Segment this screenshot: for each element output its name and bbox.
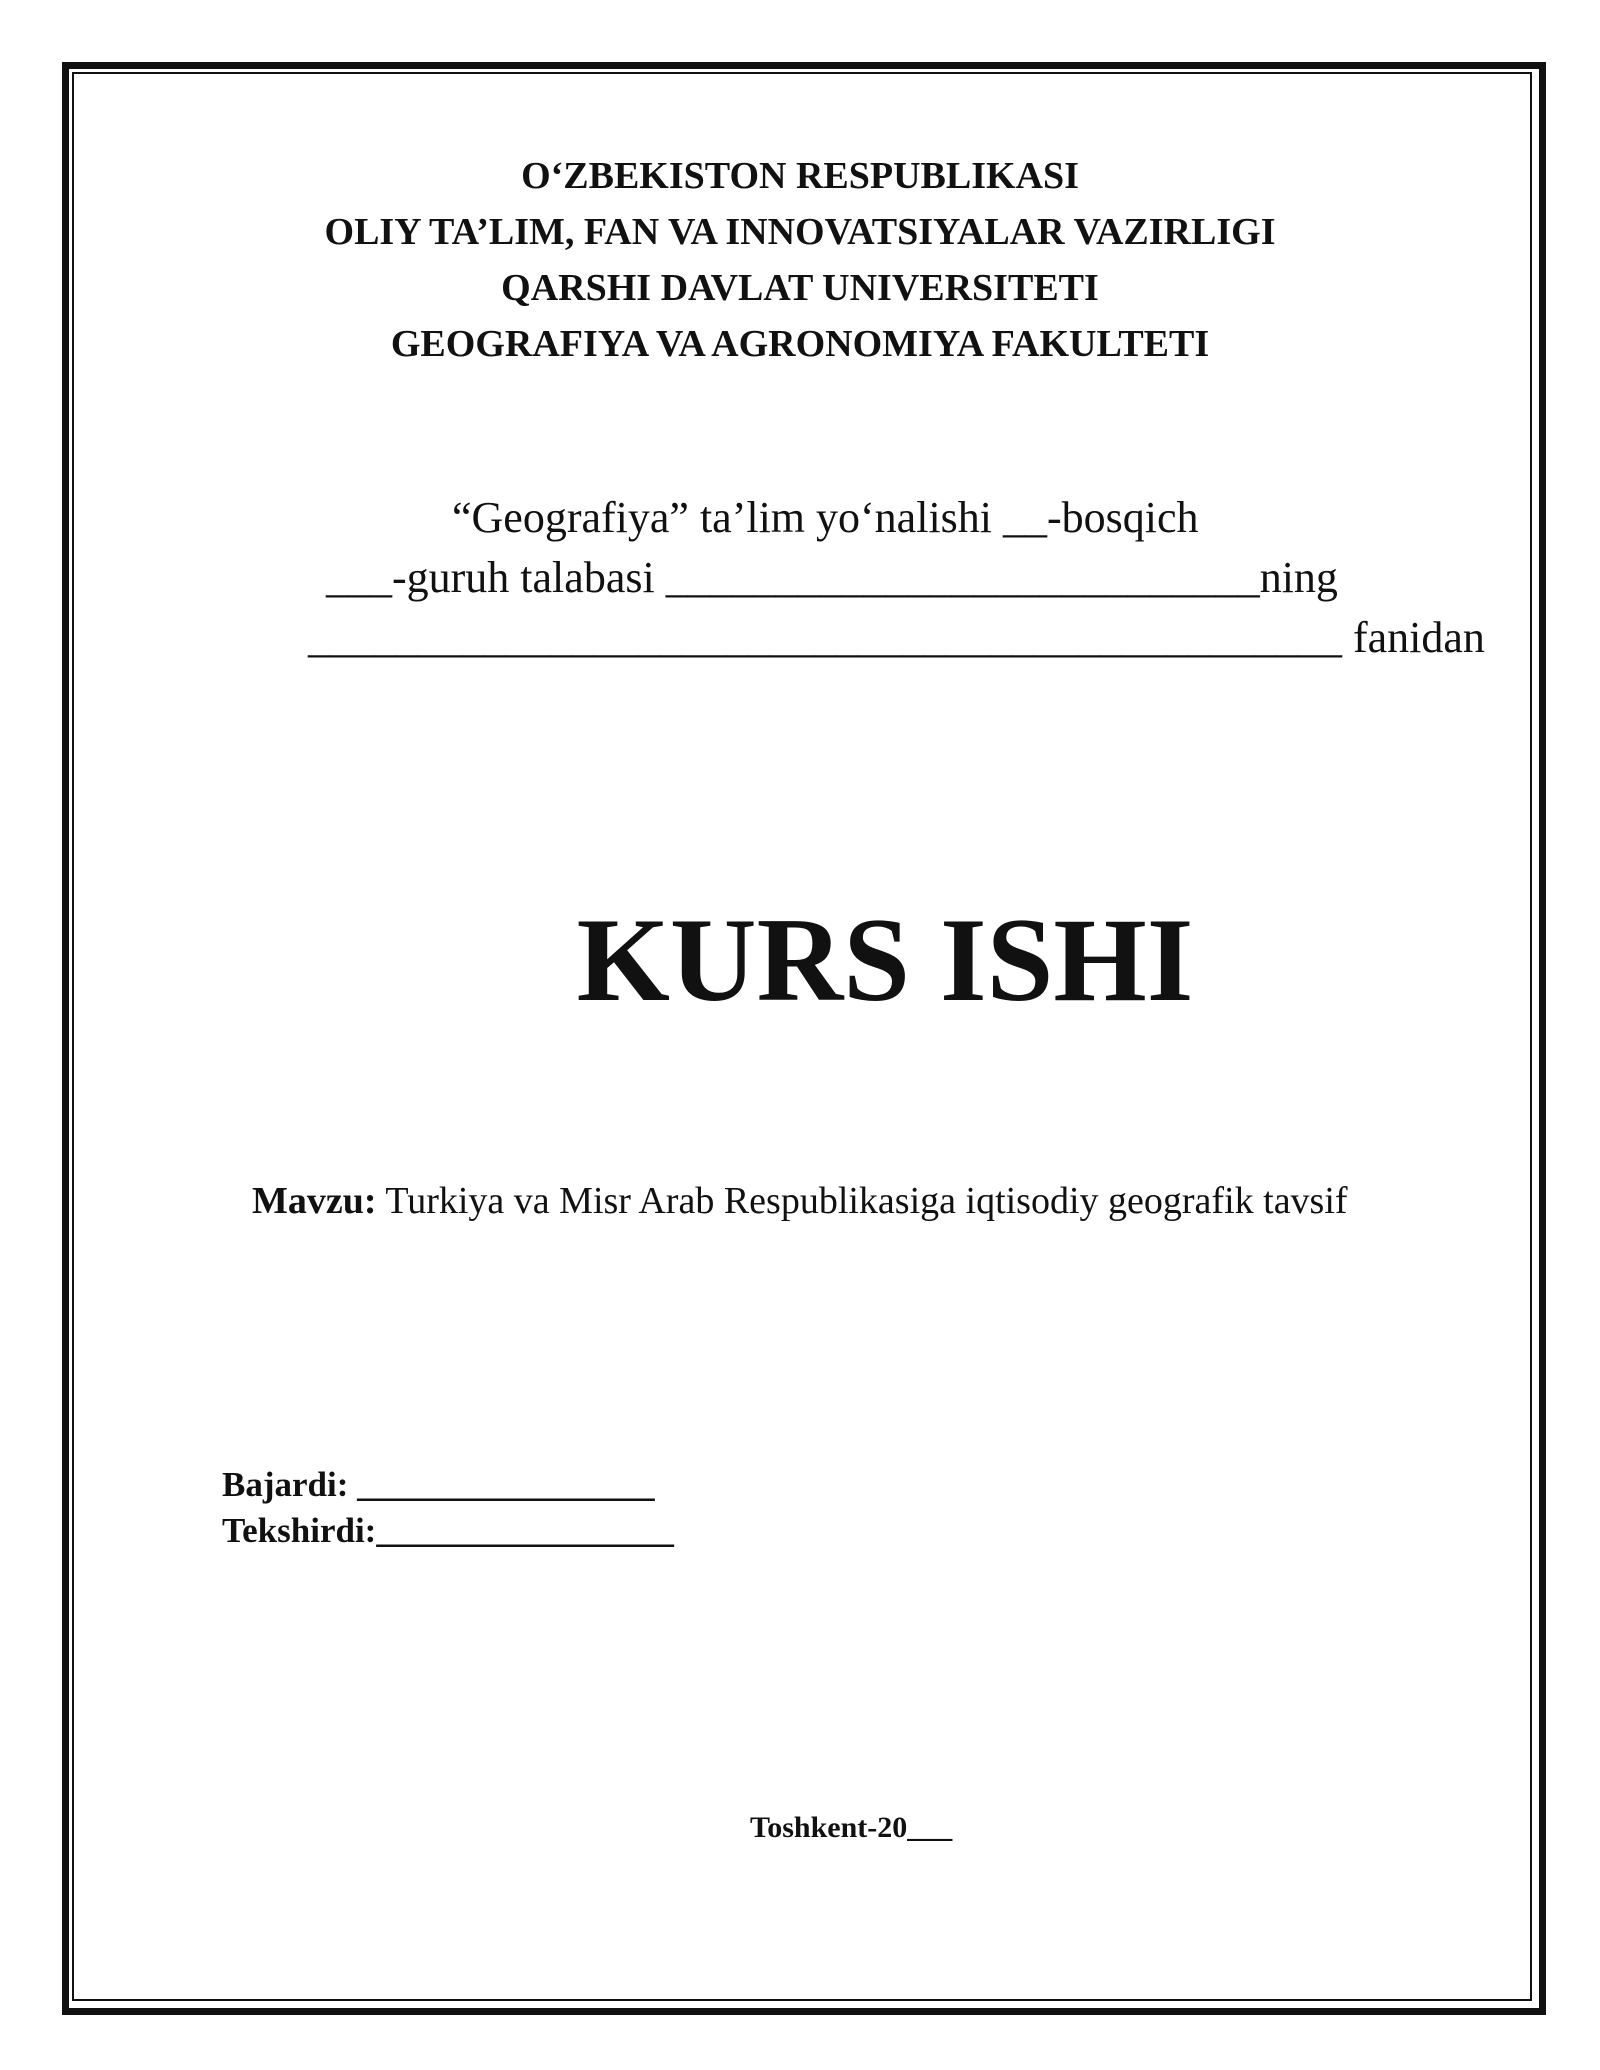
info-line-student: ___-guruh talabasi ___________________________ning [326,553,1338,602]
header-line-university: QARSHI DAVLAT UNIVERSITETI [501,267,1099,309]
institution-header [80,148,1520,372]
header-line-faculty: GEOGRAFIYA VA AGRONOMIYA FAKULTETI [390,323,1210,365]
checked-by-line: Tekshirdi:_________________ [222,1511,674,1550]
done-by-line: Bajardi: _________________ [222,1465,655,1504]
city-year: Toshkent-20___ [750,1811,953,1844]
info-line-direction: “Geografiya” ta’lim yo‘nalishi __-bosqich [452,493,1199,542]
info-line-subject: _______________________________________________ fanidan [308,613,1485,662]
header-line-republic: O‘ZBEKISTON RESPUBLIKASI [521,155,1079,197]
topic-label: Mavzu: [252,1180,377,1222]
topic-text: Turkiya va Misr Arab Respublikasiga iqtisodiy geografik tavsif [376,1180,1348,1222]
document-title: KURS ISHI [576,893,1194,1026]
header-line-ministry: OLIY TA’LIM, FAN VA INNOVATSIYALAR VAZIRLIGI [324,211,1276,253]
topic-line [252,1176,1348,1226]
